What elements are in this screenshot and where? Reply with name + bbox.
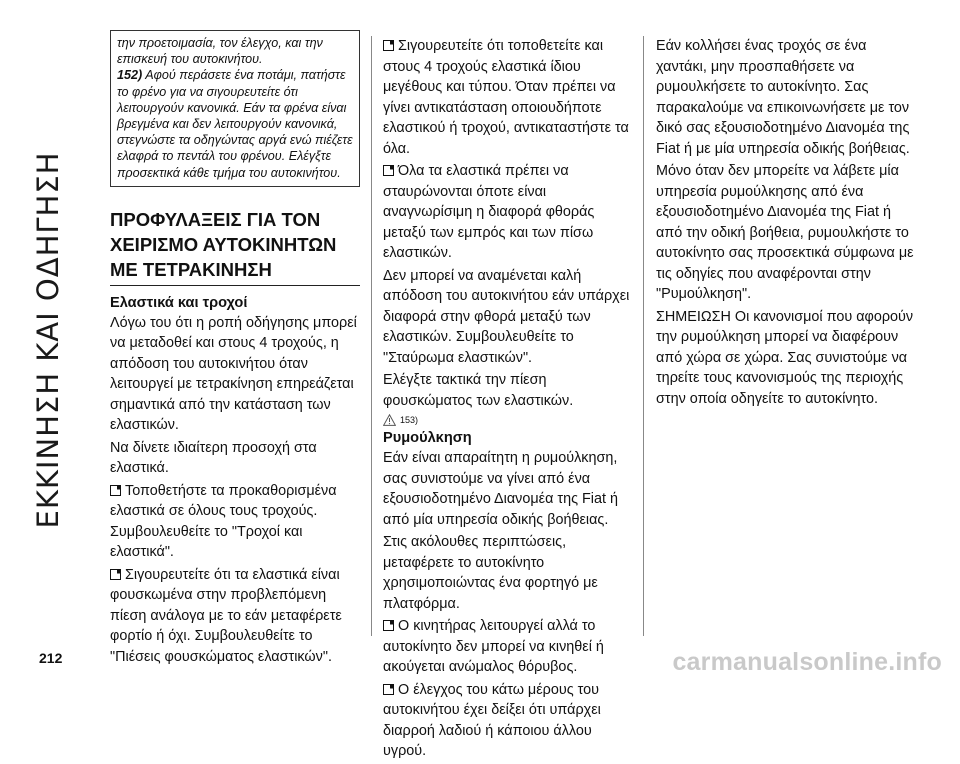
note-box [110,30,360,187]
checkbox-bullet-icon [383,165,394,176]
warning-marker [383,413,633,427]
note-number: 152) [117,68,143,83]
warning-reference: 153) [400,415,419,425]
towing-paragraph: Μόνο όταν δεν μπορείτε να λάβετε μία υπηρεσία ρυμούλκησης από ένα εξουσιοδοτημένο Διανομέα της Fiat ή από την οδική βοήθεια, ρυμουλκήστε το αυτοκίνητο σας προσεκτικά σύμφωνα με τις οδηγίες που αναφέρονται στην "Ρυμούλκηση". [656,163,914,302]
bullet-text: Ο έλεγχος του κάτω μέρους του αυτοκινήτου έχει δείξει ότι υπάρχει διαρροή λαδιού ή κάποιου άλλου υγρού. [383,681,601,759]
column-divider [371,36,372,636]
section-heading: ΠΡΟΦΥΛΑΞΕΙΣ ΓΙΑ ΤΟΝ ΧΕΙΡΙΣΜΟ ΑΥΤΟΚΙΝΗΤΩΝ ΜΕ ΤΕΤΡΑΚΙΝΗΣΗ [110,207,360,286]
bullet-item [110,481,360,563]
bullet-item [383,680,633,762]
warning-triangle-icon [383,414,396,426]
column-1 [110,36,360,669]
checkbox-bullet-icon [110,569,121,580]
tyres-paragraph: Δεν μπορεί να αναμένεται καλή απόδοση του αυτοκινήτου εάν υπάρχει διαφορά στην φθορά μεταξύ των ελαστικών. Συμβουλευθείτε το "Σταύρωμα ελαστικών". [383,267,630,366]
checkbox-bullet-icon [383,40,394,51]
section-side-title: ΕΚΚΙΝΗΣΗ ΚΑΙ ΟΔΗΓΗΣΗ [31,151,65,529]
tyres-paragraph: Λόγω του ότι η ροπή οδήγησης μπορεί να μεταδοθεί και στους 4 τροχούς, η απόδοση του αυτοκινήτου όταν λειτουργεί με τετρακίνηση επηρεάζεται σημαντικά από την κατάσταση των ελαστικών. [110,314,357,434]
checkbox-bullet-icon [110,485,121,496]
bullet-text: Τοποθετήστε τα προκαθορισμένα ελαστικά σε όλους τους τροχούς. Συμβουλευθείτε το "Τροχοί και ελαστικά". [110,482,337,561]
towing-heading: Ρυμούλκηση [383,430,472,446]
bullet-text: Σιγουρευτείτε ότι τοποθετείτε και στους 4 τροχούς ελαστικά ίδιου μεγέθους και τύπου. Όταν πρέπει να γίνει αντικατάσταση οποιουδήποτε ελαστικού ή τροχού, αντικαταστήστε τα όλα. [383,38,629,157]
column-divider [643,36,644,636]
note-text: Αφού περάσετε ένα ποτάμι, πατήστε το φρένο για να σιγουρευτείτε ότι λειτουργούν κανονικά. Εάν τα φρένα είναι βρεγμένα και δεν λειτουργούν κανονικά, στεγνώστε τα οδηγώντας αργά ενώ πιέζετε ελαφρά το πεντάλ του φρένου. Ελέγξτε προσεκτικά κάθε τμήμα του αυτοκινήτου. [117,68,353,180]
bullet-text: Σιγουρευτείτε ότι τα ελαστικά είναι φουσκωμένα στην προβλεπόμενη πίεση ανάλογα με το εάν μεταφέρετε φορτίο ή όχι. Συμβουλευθείτε το "Πιέσεις φουσκώματος ελαστικών". [110,566,342,665]
checkbox-bullet-icon [383,684,394,695]
bullet-text: Ο κινητήρας λειτουργεί αλλά το αυτοκίνητο δεν μπορεί να κινηθεί ή ακούγεται ανώμαλος θόρυβος. [383,618,604,675]
towing-paragraph: Εάν είναι απαραίτητη η ρυμούλκηση, σας συνιστούμε να γίνει από ένα εξουσιοδοτημένο Διανομέα της Fiat ή από μία υπηρεσία οδικής βοήθειας. [383,450,618,528]
tyres-heading: Ελαστικά και τροχοί [110,294,248,311]
bullet-item [383,161,633,264]
column-3 [656,36,918,411]
towing-paragraph: Εάν κολλήσει ένας τροχός σε ένα χαντάκι, μην προσπαθήσετε να ρυμουλκήσετε το αυτοκίνητο. Σας παρακαλούμε να επικοινωνήσετε με τον δικό σας εξουσιοδοτημένο Διανομέα της Fiat ή με μία υπηρεσία οδικής βοήθειας. [656,38,910,157]
note-lead-text: την προετοιμασία, τον έλεγχο, και την επισκευή του αυτοκινήτου. [117,36,323,67]
page-number: 212 [39,650,63,666]
column-2 [383,36,633,764]
bullet-text: Όλα τα ελαστικά πρέπει να σταυρώνονται όποτε είναι αναγνωρίσιμη η διαφορά φθοράς μεταξύ των εμπρός και των πίσω ελαστικών. [383,163,595,261]
tyres-paragraph: Να δίνετε ιδιαίτερη προσοχή στα ελαστικά. [110,439,317,477]
bullet-item [383,36,633,159]
towing-paragraph: Στις ακόλουθες περιπτώσεις, μεταφέρετε το αυτοκίνητο χρησιμοποιώντας ένα φορτηγό με πλατφόρμα. [383,534,598,612]
bullet-item [110,565,360,668]
bullet-item [383,616,633,678]
watermark: carmanualsonline.info [672,648,942,676]
towing-note: ΣΗΜΕΙΩΣΗ Οι κανονισμοί που αφορούν την ρυμούλκηση μπορεί να διαφέρουν από χώρα σε χώρα. Σας συνιστούμε να τηρείτε τους κανονισμούς της περιοχής στην οποία οδηγείτε το αυτοκίνητο. [656,308,914,407]
tyres-paragraph: Ελέγξτε τακτικά την πίεση φουσκώματος των ελαστικών. [383,372,574,409]
checkbox-bullet-icon [383,620,394,631]
